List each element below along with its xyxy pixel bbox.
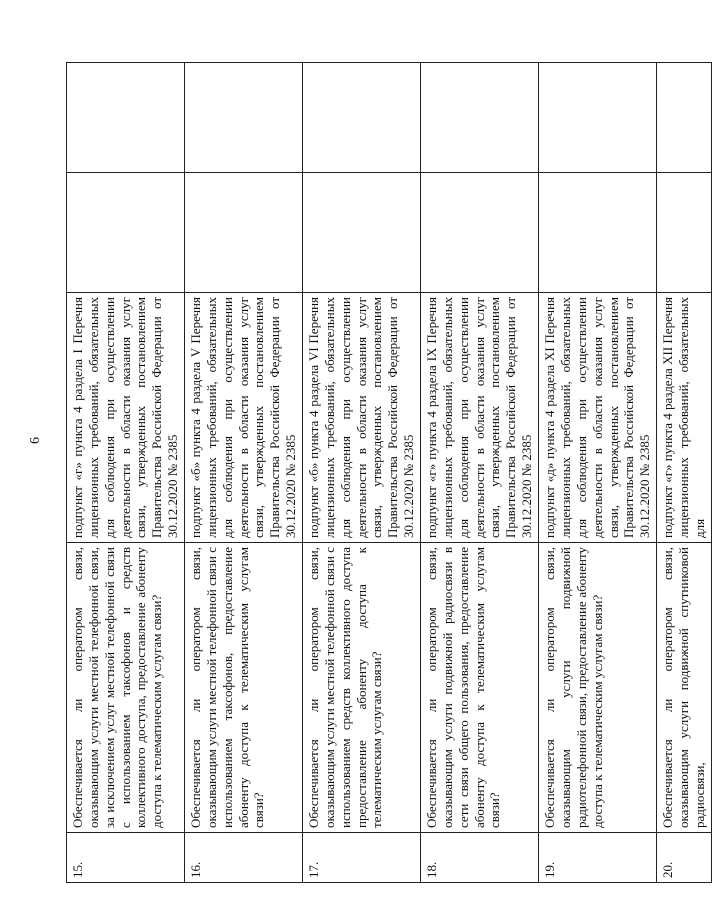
reference-cell: подпункт «г» пункта 4 раздела XII Перечня лицензионных требований, обязательных для: [657, 293, 712, 543]
reference-cell: подпункт «б» пункта 4 раздела VI Перечня лицензионных требований, обязательных для соблюдения при осуществлении деятельности в области оказания услуг связи, утвержденных постановлением Правительства Российской Федерации от 30.12.2020 № 2385: [303, 293, 421, 543]
question-cell: Обеспечивается ли оператором связи, оказывающим услуги подвижной спутниковой радиосвязи,: [657, 543, 712, 833]
checklist-table: [66, 62, 712, 883]
table-row: [539, 63, 657, 883]
row-number: 20.: [657, 833, 712, 883]
table-row: [303, 63, 421, 883]
row-number: 17.: [303, 833, 421, 883]
note-cell: [67, 63, 185, 173]
answer-cell: [67, 173, 185, 293]
reference-cell: подпункт «д» пункта 4 раздела XI Перечня лицензионных требований, обязательных для соблюдения при осуществлении деятельности в области оказания услуг связи, утвержденных постановлением Правительства Российской Федерации от 30.12.2020 № 2385: [539, 293, 657, 543]
page-number: 6: [28, 437, 43, 444]
table-row: [185, 63, 303, 883]
checklist-table-rotated: [66, 63, 707, 883]
answer-cell: [657, 173, 712, 293]
answer-cell: [185, 173, 303, 293]
question-cell: Обеспечивается ли оператором связи, оказывающим услуги подвижной радиосвязи в сети связи общего пользования, предоставление абоненту доступа к телематическим услугам связи?: [421, 543, 539, 833]
note-cell: [657, 63, 712, 173]
note-cell: [303, 63, 421, 173]
note-cell: [539, 63, 657, 173]
question-cell: Обеспечивается ли оператором связи, оказывающим услуги местной телефонной связи с использованием средств коллективного доступа предоставление абоненту доступа к телематическим услугам связи?: [303, 543, 421, 833]
note-cell: [185, 63, 303, 173]
reference-cell: подпункт «г» пункта 4 раздела I Перечня лицензионных требований, обязательных для соблюдения при осуществлении деятельности в области оказания услуг связи, утвержденных постановлением Правительства Российской Федерации от 30.12.2020 № 2385: [67, 293, 185, 543]
answer-cell: [303, 173, 421, 293]
question-cell: Обеспечивается ли оператором связи, оказывающим услуги местной телефонной связи с использованием таксофонов, предоставление абоненту доступа к телематическим услугам связи?: [185, 543, 303, 833]
reference-cell: подпункт «б» пункта 4 раздела V Перечня лицензионных требований, обязательных для соблюдения при осуществлении деятельности в области оказания услуг связи, утвержденных постановлением Правительства Российской Федерации от 30.12.2020 № 2385: [185, 293, 303, 543]
question-cell: Обеспечивается ли оператором связи, оказывающим услуги подвижной радиотелефонной связи, предоставление абоненту доступа к телематическим услугам связи?: [539, 543, 657, 833]
row-number: 15.: [67, 833, 185, 883]
row-number: 16.: [185, 833, 303, 883]
question-cell: Обеспечивается ли оператором связи, оказывающим услуги местной телефонной связи, за исключением услуг местной телефонной связи с использованием таксофонов и средств коллективного доступа, предоставление абоненту доступа к телематическим услугам связи?: [67, 543, 185, 833]
row-number: 18.: [421, 833, 539, 883]
answer-cell: [539, 173, 657, 293]
answer-cell: [421, 173, 539, 293]
table-row: [657, 63, 712, 883]
table-row: [67, 63, 185, 883]
note-cell: [421, 63, 539, 173]
table-row: [421, 63, 539, 883]
reference-cell: подпункт «г» пункта 4 раздела IX Перечня лицензионных требований, обязательных для соблюдения при осуществлении деятельности в области оказания услуг связи, утвержденных постановлением Правительства Российской Федерации от 30.12.2020 № 2385: [421, 293, 539, 543]
row-number: 19.: [539, 833, 657, 883]
